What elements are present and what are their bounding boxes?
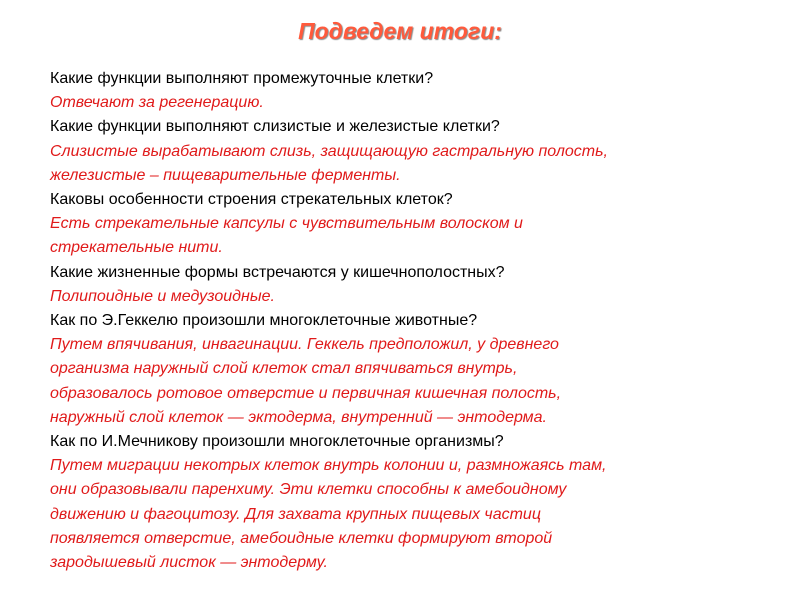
answer-line: организма наружный слой клеток стал впячиваться внутрь,: [50, 360, 518, 378]
answer-line: стрекательные нити.: [50, 239, 223, 257]
answer-line: Отвечают за регенерацию.: [50, 94, 264, 112]
answer-line: Путем миграции некотрых клеток внутрь колонии и, размножаясь там,: [50, 457, 607, 475]
question-line: Как по Э.Геккелю произошли многоклеточные животные?: [50, 312, 478, 330]
question-line: Каковы особенности строения стрекательных клеток?: [50, 191, 453, 209]
answer-line: образовалось ротовое отверстие и первичная кишечная полость,: [50, 384, 562, 402]
answer-line: Слизистые вырабатывают слизь, защищающую гастральную полость,: [50, 142, 608, 160]
qa-list: [50, 67, 780, 575]
question-line: Какие функции выполняют слизистые и железистые клетки?: [50, 118, 500, 136]
answer-line: Путем впячивания, инвагинации. Геккель предположил, у древнего: [50, 336, 559, 354]
answer-line: они образовывали паренхиму. Эти клетки способны к амебоидному: [50, 481, 567, 499]
answer-line: Есть стрекательные капсулы с чувствительным волоском и: [50, 215, 523, 233]
answer-line: наружный слой клеток — эктодерма, внутренний — энтодерма.: [50, 408, 547, 426]
question-line: Какие функции выполняют промежуточные клетки?: [50, 70, 434, 87]
answer-line: железистые – пищеварительные ферменты.: [50, 166, 401, 184]
question-line: Как по И.Мечникову произошли многоклеточные организмы?: [50, 433, 504, 451]
answer-line: Полипоидные и медузоидные.: [50, 287, 275, 305]
answer-line: движению и фагоцитозу. Для захвата крупных пищевых частиц: [50, 505, 541, 523]
answer-line: появляется отверстие, амебоидные клетки формируют второй: [50, 529, 553, 547]
answer-line: зародышевый листок — энтодерму.: [50, 554, 328, 572]
question-line: Какие жизненные формы встречаются у кишечнополостных?: [50, 263, 505, 281]
slide-title: Подведем итоги:: [298, 18, 502, 44]
